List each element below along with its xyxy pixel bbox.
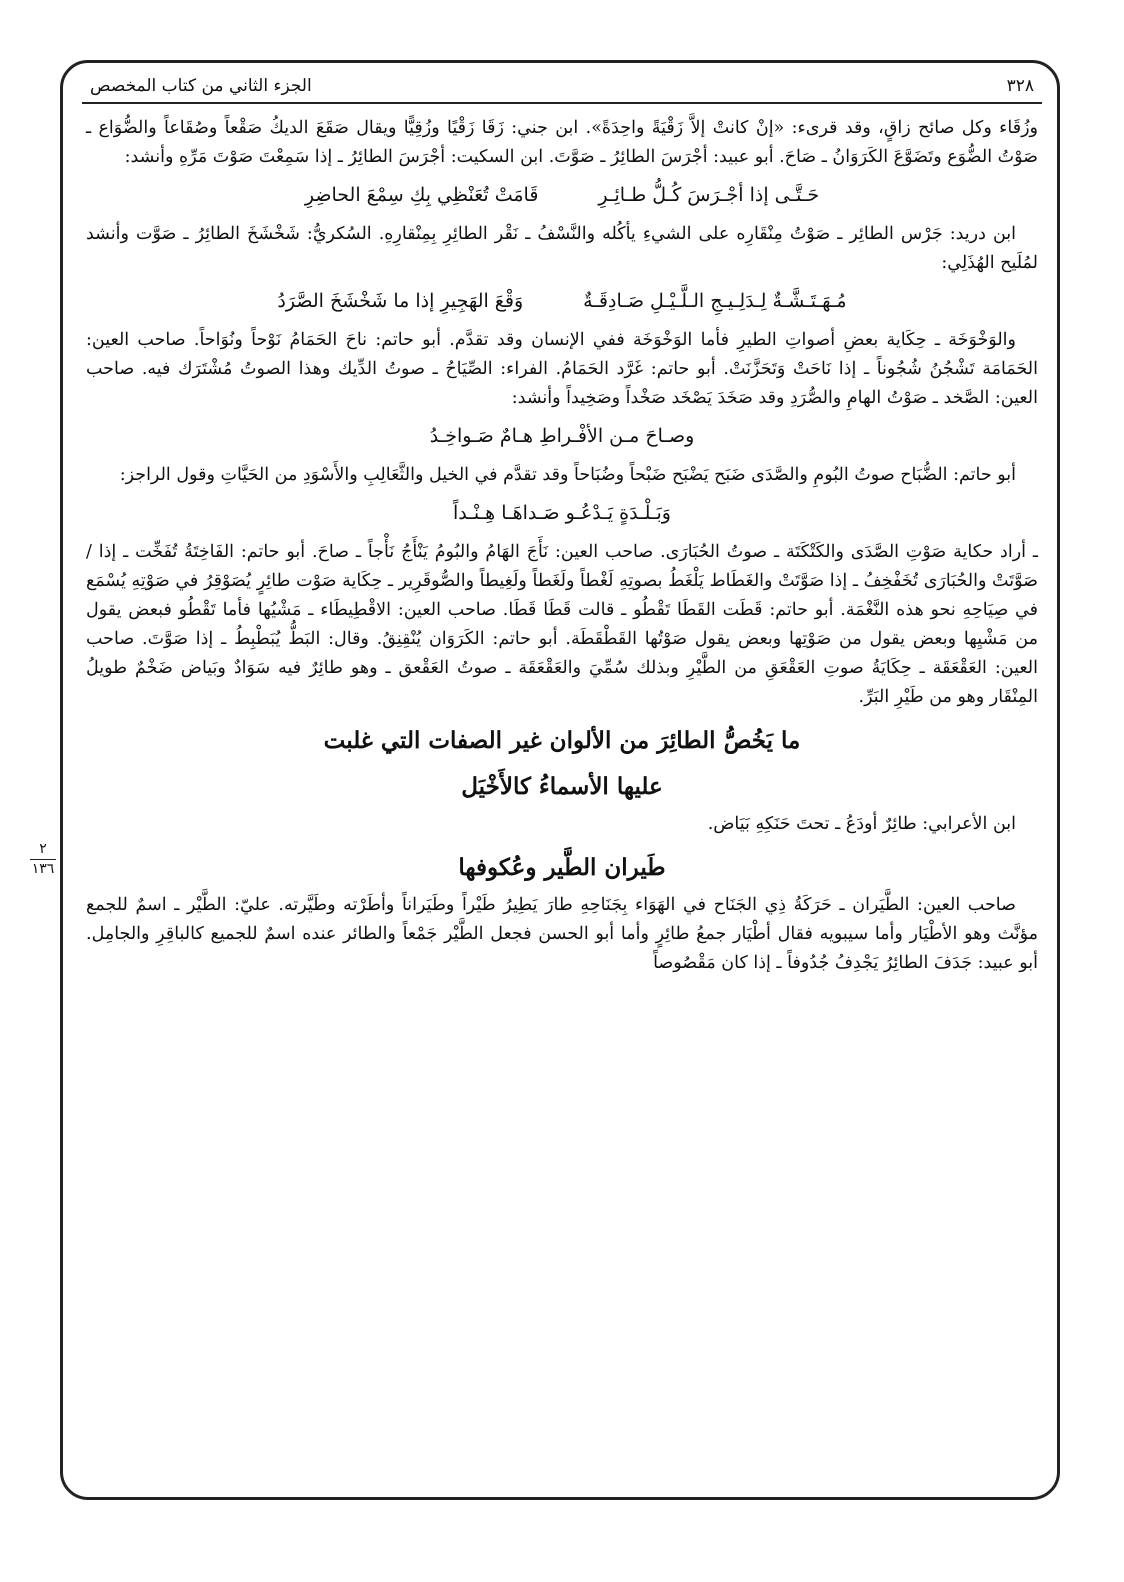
book-title: الجزء الثاني من كتاب المخصص bbox=[90, 76, 312, 96]
body-text bbox=[82, 104, 1042, 978]
section-heading: ما يَخُصُّ الطائِرَ من الألوان غير الصفات التي غلبت bbox=[323, 727, 801, 754]
paragraph: ابن دريد: جَرْس الطائِر ـ صَوْتُ مِنْقَارِه على الشيءِ يأكُله والنَّسْفُ ـ نَقْر الطائِرِ بِمِنْقارِهِ. السُكريُّ: شَخْشَخَ الطائِرُ ـ صَوَّت وأنشد لمُلَيح الهُذَلِي: bbox=[86, 224, 1038, 273]
verse-hemistich-first: مُـهَـتَـشَّـةٌ لِـدَلِـيـجِ الـلَّـيْـلِ صَـادِقَـةٌ bbox=[583, 290, 847, 312]
paragraph: أبو حاتم: الضُّبَاح صوتُ البُومِ والصَّدَى ضَبَح يَضْبَح ضَبْحاً وضُبَاحاً وقد تقدَّم في الخيل والثَّعَالِبِ والأَسْوَدِ من الحَيَّاتِ وقول الراجز: bbox=[119, 465, 1016, 485]
margin-divider bbox=[30, 859, 56, 860]
margin-number-top: ٢ bbox=[39, 841, 47, 857]
margin-number-bottom: ١٣٦ bbox=[31, 861, 55, 877]
verse-line bbox=[86, 178, 1038, 212]
section-heading: طَيران الطَّير وعُكوفها bbox=[458, 854, 666, 881]
verse-hemistich-second: وَقْعَ الهَجِيرِ إذا ما شَخْشَخَ الصَّرَدُ bbox=[277, 290, 524, 312]
verse-hemistich: وَبَـلْـدَةٍ يَـدْعُـو صَـداهَـا هِـنْـداً bbox=[453, 502, 671, 524]
verse-hemistich-first: حَـتَّـى إذا أجْـرَسَ كُـلُّ طـائِـرِ bbox=[598, 184, 820, 206]
verse-hemistich-second: قَامَتْ تُعَنْظِي بِكِ سِمْعَ الحاضِرِ bbox=[304, 184, 539, 206]
document-page bbox=[82, 76, 1042, 980]
page-number: ٣٢٨ bbox=[1006, 76, 1034, 96]
running-header bbox=[82, 76, 1042, 104]
paragraph: ابن الأعرابي: طائِرٌ أودَعُ ـ تحتَ حَنَكِهِ بَيَاض. bbox=[707, 814, 1016, 834]
paragraph: صاحب العين: الطَّيَران ـ حَرَكَةُ ذِي الجَنَاح في الهَوَاء بِجَنَاحِهِ طارَ يَطِيرُ طَيْراً وطَيَراناً وأطَرْته وطَيَّرته. عليّ: الطَّيْر ـ اسمٌ للجمع مؤنَّث وهو الأطْيَار وأما سيبويه فقال أطْيَار جمعُ طائِرٍ وأما أبو الحسن فجعل الطَّيْر جَمْعاً والطائر عنده اسمٌ للجميع كالباقِرِ والجامِل. أبو عبيد: جَدَفَ الطائِرُ يَجْدِفُ جُدُوفاً ـ إذا كان مَقْصُوصاً bbox=[86, 895, 1038, 973]
verse-line bbox=[86, 496, 1038, 530]
section-heading: عليها الأسماءُ كالأَخْيَل bbox=[461, 773, 663, 800]
verse-hemistich: وصـاحَ مـن الأفْـراطِ هـامٌ صَـواخِـدُ bbox=[429, 425, 695, 447]
verse-line bbox=[86, 419, 1038, 453]
paragraph: والوَخْوَخَة ـ حِكَاية بعضِ أصواتِ الطيرِ فأما الوَخْوَخَة ففي الإنسان وقد تقدَّم. أبو حاتم: ناحَ الحَمَامُ نَوْحاً ونُوَاحاً. صاحب العين: الحَمَامَة تَشْجُنُ شُجُوناً ـ إذا نَاحَتْ وَتَحَزَّنَتْ. أبو حاتم: غَرَّد الحَمَامُ. الفراء: الصِّيَاحُ ـ صوتُ الدِّيك وهذا الصوتُ مُشْتَرَك فيه. صاحب العين: الصَّخد ـ صَوْتُ الهامِ والصُّرَدِ وقد صَخَدَ يَصْخَد صَخْداً وصَخِيداً وأنشد: bbox=[86, 330, 1038, 408]
margin-page-reference bbox=[30, 842, 56, 877]
verse-line bbox=[86, 284, 1038, 318]
paragraph: وزُقَاء وكل صائح زاقٍ، وقد قرىء: «إنْ كانتْ إلاَّ زَقْيَةً واحِدَةً». ابن جني: زَقَا زَقْيًا وزُقِيًّا ويقال صَقَعَ الديكُ صَقْعاً وصُقَاعاً والضُّوَاع ـ صَوْتُ الضُّوَع وتَضَوَّعَ الكَرَوَانُ ـ صَاحَ. أبو عبيد: أجْرَسَ الطائِرُ ـ صَوَّتَ. ابن السكيت: أجْرَسَ الطائِرُ ـ إذا سَمِعْتَ صَوْتَ مَرِّهِ وأنشد: bbox=[86, 118, 1038, 167]
paragraph: ـ أراد حكاية صَوْتِ الصَّدَى والكَتْكَتَة ـ صوتُ الحُبَارَى. صاحب العين: نَأَجَ الهَامُ والبُومُ يَنْأَجُ نَأْجاً ـ صاحَ. أبو حاتم: الفَاخِتَةُ تُفَخِّت ـ إذا / صَوَّتَتْ والحُبَارَى تُخَفْخِفُ ـ إذا صَوَّتَتْ والغَطَاط يَلْغَطُ بصوتِهِ لَغْطاً ولَغَطاً ولَغِيطاً والصُّوقَرِير ـ حِكَاية صَوْت طائِرٍ يُصَوْقِرُ في صَوْتِهِ يُسْمَع في صِيَاحِهِ نحو هذه النَّغْمَة. أبو حاتم: قَطَت القَطَا تَقْطُو ـ قالت قَطَا قَطَا. صاحب العين: الاقْطِيطَاء ـ مَشْيُها فأما تَقْطُو فبعض يقول من مَشْيِها وبعض يقول من صَوْتِها وبعض يقول صَوْتُها القَطْقَطَة. أبو حاتم: الكَرَوَان يُنْقِنِقُ. وقال: البَطُّ يُبَطْبِطُ ـ إذا صَوَّتَ. صاحب العين: العَقْعَقَة ـ حِكَايَةُ صوتِ العَقْعَقِ من الطَّيْرِ وبذلك سُمِّيَ والعَقْعَقَة ـ صوتُ العَقْعق ـ وهو طائِرٌ فيه سَوَادٌ وبَياض ضَخْمٌ طويلُ المِنْقَار وهو من طَيْرِ البَرِّ. bbox=[86, 542, 1038, 707]
